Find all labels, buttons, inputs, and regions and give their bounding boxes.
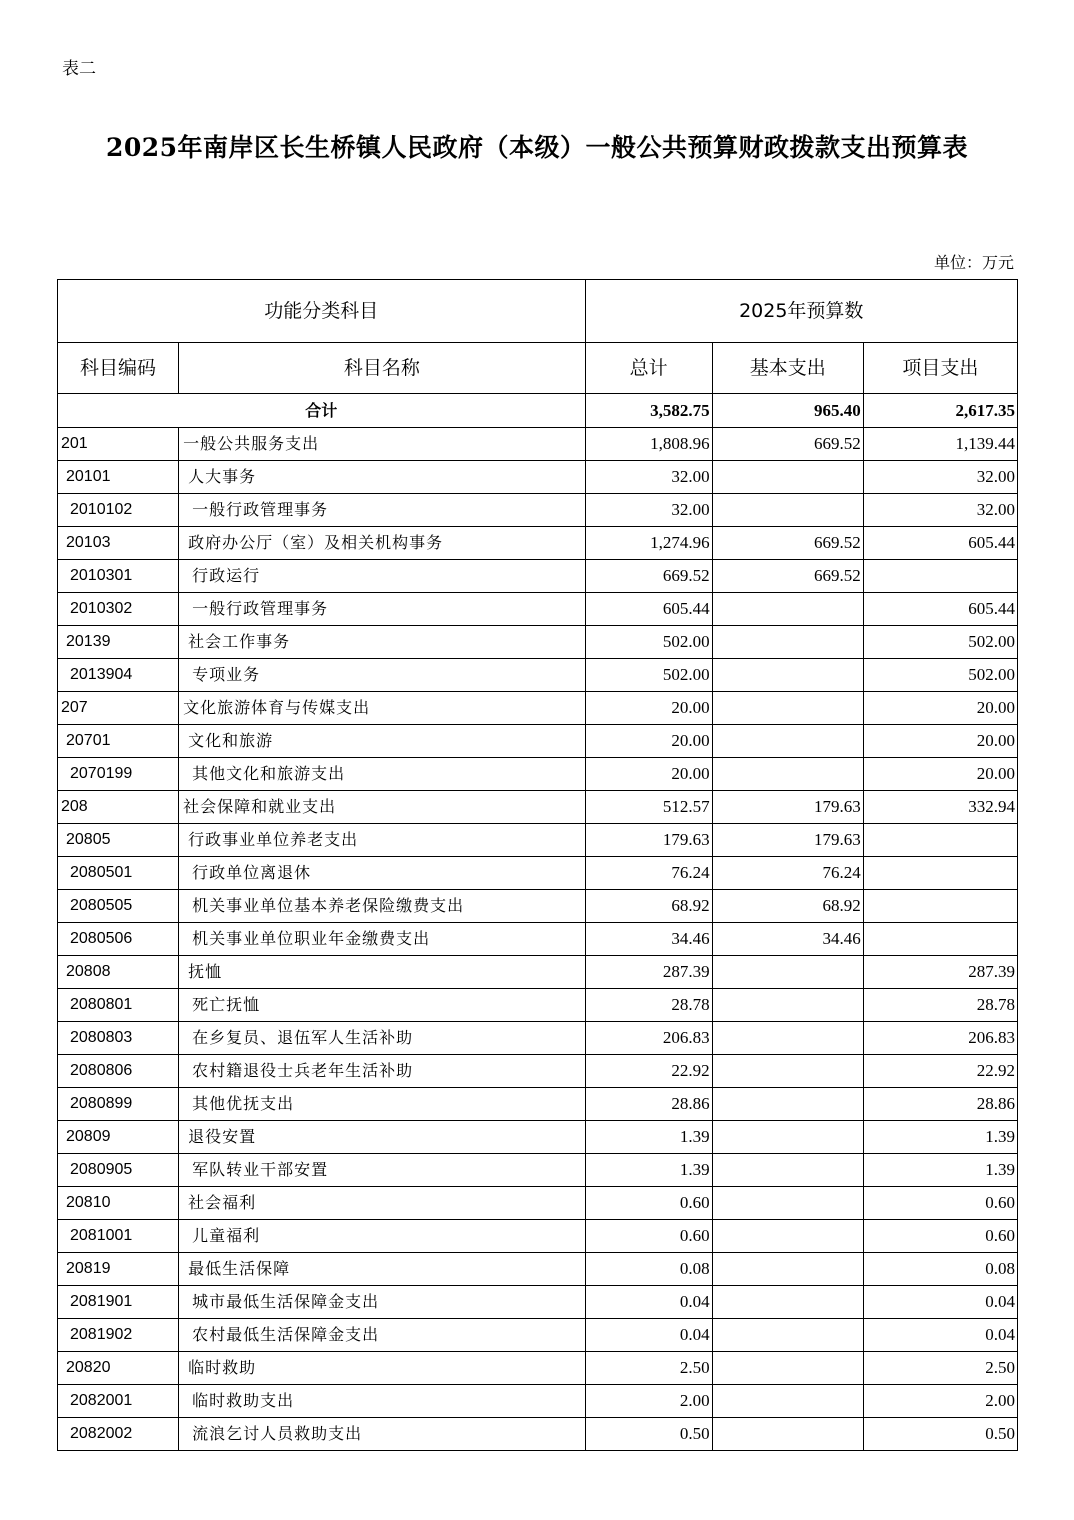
- row-code: 2080501: [58, 857, 179, 890]
- table-row: [58, 1055, 1018, 1088]
- row-basic: [712, 758, 863, 791]
- table-row: [58, 989, 1018, 1022]
- row-code: 2080899: [58, 1088, 179, 1121]
- row-code: 20808: [58, 956, 179, 989]
- row-code: 208: [58, 791, 179, 824]
- header-code: 科目编码: [58, 343, 179, 394]
- total-sum: 3,582.75: [585, 394, 712, 428]
- row-project: 2.00: [863, 1385, 1017, 1418]
- row-name: 抚恤: [179, 956, 585, 989]
- row-total: 0.04: [585, 1286, 712, 1319]
- row-basic: [712, 1286, 863, 1319]
- row-name: 政府办公厅（室）及相关机构事务: [179, 527, 585, 560]
- row-code: 2080801: [58, 989, 179, 1022]
- table-row: [58, 857, 1018, 890]
- row-name: 流浪乞讨人员救助支出: [179, 1418, 585, 1451]
- row-project: 605.44: [863, 527, 1017, 560]
- row-code: 20805: [58, 824, 179, 857]
- row-project: 20.00: [863, 692, 1017, 725]
- row-total: 2.00: [585, 1385, 712, 1418]
- row-basic: [712, 1352, 863, 1385]
- row-basic: 669.52: [712, 527, 863, 560]
- row-name: 文化和旅游: [179, 725, 585, 758]
- row-code: 2081902: [58, 1319, 179, 1352]
- row-name: 专项业务: [179, 659, 585, 692]
- row-total: 32.00: [585, 461, 712, 494]
- row-project: [863, 824, 1017, 857]
- row-name: 其他文化和旅游支出: [179, 758, 585, 791]
- total-project: 2,617.35: [863, 394, 1017, 428]
- header-functional-category: 功能分类科目: [58, 280, 586, 343]
- row-project: 1,139.44: [863, 428, 1017, 461]
- header-name: 科目名称: [179, 343, 585, 394]
- row-name: 在乡复员、退伍军人生活补助: [179, 1022, 585, 1055]
- row-basic: [712, 1055, 863, 1088]
- header-project: 项目支出: [863, 343, 1017, 394]
- row-basic: [712, 989, 863, 1022]
- table-row: [58, 1154, 1018, 1187]
- row-total: 512.57: [585, 791, 712, 824]
- row-code: 2081901: [58, 1286, 179, 1319]
- row-name: 行政事业单位养老支出: [179, 824, 585, 857]
- row-name: 机关事业单位职业年金缴费支出: [179, 923, 585, 956]
- row-basic: [712, 692, 863, 725]
- row-code: 2080505: [58, 890, 179, 923]
- table-row: [58, 758, 1018, 791]
- table-row: [58, 1385, 1018, 1418]
- row-code: 20103: [58, 527, 179, 560]
- row-name: 机关事业单位基本养老保险缴费支出: [179, 890, 585, 923]
- table-row: [58, 1418, 1018, 1451]
- row-name: 其他优抚支出: [179, 1088, 585, 1121]
- row-code: 2080806: [58, 1055, 179, 1088]
- row-basic: [712, 1319, 863, 1352]
- row-project: 32.00: [863, 461, 1017, 494]
- row-basic: [712, 494, 863, 527]
- row-project: [863, 890, 1017, 923]
- header-row-columns: [58, 343, 1018, 394]
- table-row: [58, 1220, 1018, 1253]
- row-project: 1.39: [863, 1121, 1017, 1154]
- row-project: 0.04: [863, 1286, 1017, 1319]
- header-row-group: [58, 280, 1018, 343]
- row-code: 20810: [58, 1187, 179, 1220]
- row-total: 20.00: [585, 758, 712, 791]
- row-name: 军队转业干部安置: [179, 1154, 585, 1187]
- row-total: 32.00: [585, 494, 712, 527]
- table-row: [58, 1022, 1018, 1055]
- row-name: 社会工作事务: [179, 626, 585, 659]
- row-basic: [712, 461, 863, 494]
- row-project: 20.00: [863, 758, 1017, 791]
- row-code: 2082001: [58, 1385, 179, 1418]
- row-code: 20101: [58, 461, 179, 494]
- row-name: 文化旅游体育与传媒支出: [179, 692, 585, 725]
- header-budget-amount: 2025年预算数: [585, 280, 1017, 343]
- row-project: 605.44: [863, 593, 1017, 626]
- row-name: 儿童福利: [179, 1220, 585, 1253]
- row-project: 28.78: [863, 989, 1017, 1022]
- row-name: 最低生活保障: [179, 1253, 585, 1286]
- unit-label: 单位：万元: [933, 253, 1014, 272]
- row-basic: 34.46: [712, 923, 863, 956]
- row-code: 20701: [58, 725, 179, 758]
- row-basic: 68.92: [712, 890, 863, 923]
- row-total: 502.00: [585, 659, 712, 692]
- row-total: 0.50: [585, 1418, 712, 1451]
- table-row: [58, 1088, 1018, 1121]
- row-total: 1.39: [585, 1154, 712, 1187]
- row-project: [863, 923, 1017, 956]
- row-project: 502.00: [863, 659, 1017, 692]
- row-basic: 179.63: [712, 824, 863, 857]
- row-code: 2081001: [58, 1220, 179, 1253]
- row-total: 669.52: [585, 560, 712, 593]
- row-total: 0.60: [585, 1187, 712, 1220]
- row-project: 20.00: [863, 725, 1017, 758]
- row-basic: [712, 956, 863, 989]
- row-basic: [712, 1088, 863, 1121]
- row-code: 2013904: [58, 659, 179, 692]
- row-name: 农村最低生活保障金支出: [179, 1319, 585, 1352]
- row-total: 28.86: [585, 1088, 712, 1121]
- table-row: [58, 956, 1018, 989]
- table-row: [58, 461, 1018, 494]
- row-project: [863, 857, 1017, 890]
- row-basic: [712, 1385, 863, 1418]
- row-total: 0.08: [585, 1253, 712, 1286]
- row-total: 20.00: [585, 725, 712, 758]
- header-total: 总计: [585, 343, 712, 394]
- row-project: 32.00: [863, 494, 1017, 527]
- row-name: 退役安置: [179, 1121, 585, 1154]
- row-total: 0.04: [585, 1319, 712, 1352]
- row-project: 0.60: [863, 1187, 1017, 1220]
- table-body: [58, 428, 1018, 1451]
- row-name: 农村籍退役士兵老年生活补助: [179, 1055, 585, 1088]
- row-name: 一般行政管理事务: [179, 494, 585, 527]
- row-code: 201: [58, 428, 179, 461]
- row-name: 临时救助支出: [179, 1385, 585, 1418]
- row-total: 605.44: [585, 593, 712, 626]
- row-total: 20.00: [585, 692, 712, 725]
- budget-table: [57, 279, 1018, 1451]
- row-code: 2070199: [58, 758, 179, 791]
- table-row: [58, 1286, 1018, 1319]
- row-basic: 179.63: [712, 791, 863, 824]
- row-total: 1,808.96: [585, 428, 712, 461]
- row-basic: [712, 626, 863, 659]
- row-code: 2010102: [58, 494, 179, 527]
- row-basic: 76.24: [712, 857, 863, 890]
- row-name: 城市最低生活保障金支出: [179, 1286, 585, 1319]
- page-title: 2025年南岸区长生桥镇人民政府（本级）一般公共预算财政拨款支出预算表: [105, 133, 969, 162]
- table-row: [58, 791, 1018, 824]
- table-row: [58, 923, 1018, 956]
- row-basic: [712, 725, 863, 758]
- table-row: [58, 1121, 1018, 1154]
- row-basic: [712, 1187, 863, 1220]
- row-code: 20139: [58, 626, 179, 659]
- table-row: [58, 659, 1018, 692]
- row-total: 287.39: [585, 956, 712, 989]
- row-basic: [712, 1418, 863, 1451]
- row-project: 28.86: [863, 1088, 1017, 1121]
- table-row: [58, 725, 1018, 758]
- row-total: 34.46: [585, 923, 712, 956]
- row-project: 1.39: [863, 1154, 1017, 1187]
- row-name: 一般行政管理事务: [179, 593, 585, 626]
- row-total: 0.60: [585, 1220, 712, 1253]
- row-code: 2010301: [58, 560, 179, 593]
- table-row: [58, 1253, 1018, 1286]
- row-basic: 669.52: [712, 428, 863, 461]
- table-row: [58, 626, 1018, 659]
- row-name: 社会福利: [179, 1187, 585, 1220]
- row-code: 2082002: [58, 1418, 179, 1451]
- total-label: 合计: [58, 394, 586, 428]
- row-name: 行政单位离退休: [179, 857, 585, 890]
- row-basic: 669.52: [712, 560, 863, 593]
- row-name: 社会保障和就业支出: [179, 791, 585, 824]
- table-row: [58, 428, 1018, 461]
- row-name: 人大事务: [179, 461, 585, 494]
- row-basic: [712, 1220, 863, 1253]
- table-row: [58, 560, 1018, 593]
- row-basic: [712, 1022, 863, 1055]
- row-code: 2010302: [58, 593, 179, 626]
- row-project: 287.39: [863, 956, 1017, 989]
- row-total: 28.78: [585, 989, 712, 1022]
- row-project: 22.92: [863, 1055, 1017, 1088]
- table-row: [58, 1319, 1018, 1352]
- row-total: 68.92: [585, 890, 712, 923]
- row-name: 行政运行: [179, 560, 585, 593]
- row-project: 0.50: [863, 1418, 1017, 1451]
- row-code: 2080803: [58, 1022, 179, 1055]
- row-project: 2.50: [863, 1352, 1017, 1385]
- total-basic: 965.40: [712, 394, 863, 428]
- row-code: 20809: [58, 1121, 179, 1154]
- row-code: 207: [58, 692, 179, 725]
- row-total: 2.50: [585, 1352, 712, 1385]
- table-row: [58, 692, 1018, 725]
- row-project: 332.94: [863, 791, 1017, 824]
- table-row: [58, 593, 1018, 626]
- row-basic: [712, 1253, 863, 1286]
- row-total: 22.92: [585, 1055, 712, 1088]
- row-total: 502.00: [585, 626, 712, 659]
- row-code: 2080506: [58, 923, 179, 956]
- row-basic: [712, 1121, 863, 1154]
- row-project: 502.00: [863, 626, 1017, 659]
- row-project: [863, 560, 1017, 593]
- row-project: 0.08: [863, 1253, 1017, 1286]
- row-total: 76.24: [585, 857, 712, 890]
- row-name: 临时救助: [179, 1352, 585, 1385]
- table-row: [58, 890, 1018, 923]
- table-number-label: 表二: [62, 59, 96, 79]
- table-row: [58, 1352, 1018, 1385]
- total-row: [58, 394, 1018, 428]
- row-total: 206.83: [585, 1022, 712, 1055]
- row-total: 1.39: [585, 1121, 712, 1154]
- row-name: 死亡抚恤: [179, 989, 585, 1022]
- header-basic: 基本支出: [712, 343, 863, 394]
- row-total: 1,274.96: [585, 527, 712, 560]
- row-project: 0.60: [863, 1220, 1017, 1253]
- table-row: [58, 494, 1018, 527]
- row-code: 2080905: [58, 1154, 179, 1187]
- table-row: [58, 1187, 1018, 1220]
- row-total: 179.63: [585, 824, 712, 857]
- row-code: 20819: [58, 1253, 179, 1286]
- table-row: [58, 824, 1018, 857]
- row-code: 20820: [58, 1352, 179, 1385]
- row-project: 0.04: [863, 1319, 1017, 1352]
- row-basic: [712, 1154, 863, 1187]
- row-name: 一般公共服务支出: [179, 428, 585, 461]
- row-basic: [712, 659, 863, 692]
- row-basic: [712, 593, 863, 626]
- table-row: [58, 527, 1018, 560]
- row-project: 206.83: [863, 1022, 1017, 1055]
